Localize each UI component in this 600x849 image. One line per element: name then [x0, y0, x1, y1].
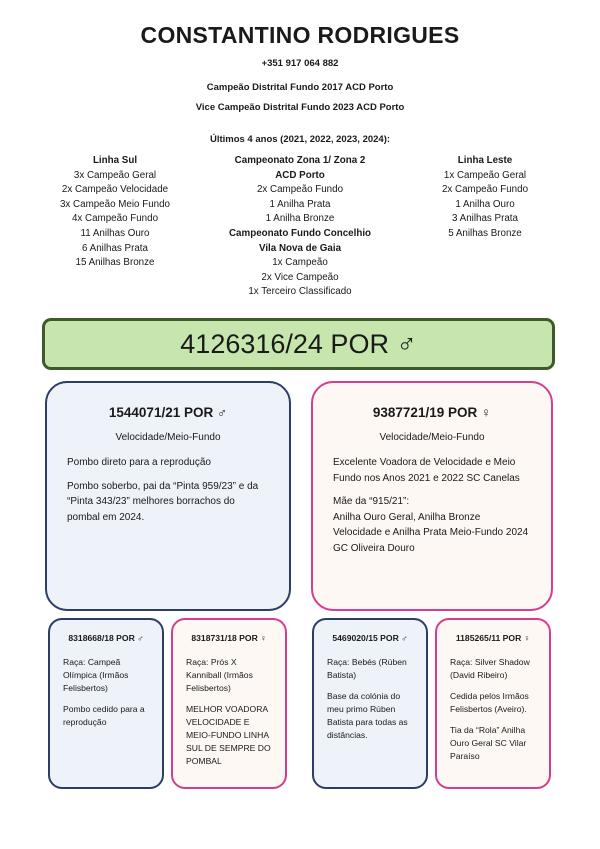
column-linha-sul: [40, 154, 190, 271]
list-item: 6 Anilhas Prata: [82, 242, 148, 254]
grandparent-card-4: [435, 618, 551, 789]
list-item: 15 Anilhas Bronze: [75, 257, 155, 269]
breeder-name: CONSTANTINO RODRIGUES: [140, 22, 460, 48]
list-item: 3x Campeão Geral: [73, 169, 157, 181]
dam-ring: 9387721/19 POR ♀: [372, 405, 492, 420]
phone-number: +351 917 064 882: [261, 58, 339, 69]
list-item: 1x Campeão Geral: [443, 169, 527, 181]
grandparent-card-1: [48, 618, 164, 789]
title-2: Vice Campeão Distrital Fundo 2023 ACD Porto: [195, 102, 405, 113]
list-item: 1 Anilha Ouro: [455, 198, 515, 210]
sire-note-2: Pombo soberbo, pai da “Pinta 959/23” e da “Pinta 343/23” melhores borrachos do pombal em 2024.: [67, 480, 259, 523]
list-item: 1 Anilha Bronze: [265, 213, 335, 225]
column-heading: Linha Sul: [92, 155, 138, 166]
grandparent-note: Base da colónia do meu primo Rúben Batista para todas as distâncias.: [327, 691, 408, 740]
sire-note-1: Pombo direto para a reprodução: [67, 457, 211, 468]
grandparent-ring: 1185265/11 POR ♀: [455, 633, 531, 643]
dam-note-1: Excelente Voadora de Velocidade e Meio Fundo nos Anos 2021 e 2022 SC Canelas: [333, 457, 520, 484]
list-item: 2x Campeão Velocidade: [61, 184, 169, 196]
grandparent-ring: 8318731/18 POR ♀: [191, 633, 267, 643]
grandparent-ring: 5469020/15 POR ♂: [332, 633, 408, 643]
list-item: 1 Anilha Prata: [269, 198, 331, 210]
period-heading: Últimos 4 anos (2021, 2022, 2023, 2024):: [209, 134, 391, 145]
column-heading: Campeonato Fundo Concelhio: [228, 227, 372, 239]
list-item: 3 Anilhas Prata: [452, 213, 518, 225]
column-heading: Campeonato Zona 1/ Zona 2: [234, 155, 366, 166]
sire-ring: 1544071/21 POR ♂: [108, 405, 228, 420]
list-item: 4x Campeão Fundo: [71, 213, 159, 225]
main-bird-banner: 4126316/24 POR ♂: [42, 318, 555, 370]
list-item: 5 Anilhas Bronze: [448, 227, 522, 239]
list-item: 3x Campeão Meio Fundo: [59, 198, 170, 210]
sire-type: Velocidade/Meio-Fundo: [115, 432, 221, 443]
grandparent-note: Raça: Prós X Kanniball (Irmãos Felisbertos): [186, 657, 253, 693]
sire-card: [45, 381, 291, 611]
list-item: 1x Terceiro Classificado: [248, 286, 352, 298]
column-heading: Linha Leste: [457, 155, 513, 166]
list-item: 2x Campeão Fundo: [441, 184, 529, 196]
column-subheading: ACD Porto: [275, 169, 325, 181]
grandparent-note: Tia da “Rola” Anilha Ouro Geral SC Vilar Paraíso: [450, 725, 527, 761]
list-item: 1x Campeão: [272, 257, 328, 269]
grandparent-note: Pombo cedido para a reprodução: [63, 704, 145, 727]
list-item: 2x Campeão Fundo: [256, 184, 344, 196]
grandparent-card-3: [312, 618, 428, 789]
grandparent-note: Cedida pelos Irmãos Felisbertos (Aveiro).: [450, 691, 529, 714]
grandparent-card-2: [171, 618, 287, 789]
dam-note-2: Mãe da “915/21”: Anilha Ouro Geral, Anilha Bronze Velocidade e Anilha Prata Meio-Fundo 2024 GC Oliveira Douro: [333, 496, 529, 554]
grandparent-note: Raça: Campeã Olímpica (Irmãos Felisbertos): [63, 657, 129, 693]
dam-card: [311, 381, 553, 611]
column-subheading: Vila Nova de Gaia: [258, 242, 342, 254]
column-linha-leste: [410, 154, 560, 242]
dam-type: Velocidade/Meio-Fundo: [379, 432, 485, 443]
grandparent-note: Raça: Silver Shadow (David Ribeiro): [450, 657, 530, 680]
list-item: 11 Anilhas Ouro: [80, 227, 150, 239]
title-1: Campeão Distrital Fundo 2017 ACD Porto: [206, 82, 394, 93]
grandparent-ring: 8318668/18 POR ♂: [68, 633, 144, 643]
grandparent-note: Raça: Bebés (Rúben Batista): [327, 657, 407, 680]
column-zona: [205, 154, 395, 300]
grandparent-note: MELHOR VOADORA VELOCIDADE E MEIO-FUNDO LINHA SUL DE SEMPRE DO POMBAL: [186, 704, 271, 766]
list-item: 2x Vice Campeão: [261, 271, 339, 283]
